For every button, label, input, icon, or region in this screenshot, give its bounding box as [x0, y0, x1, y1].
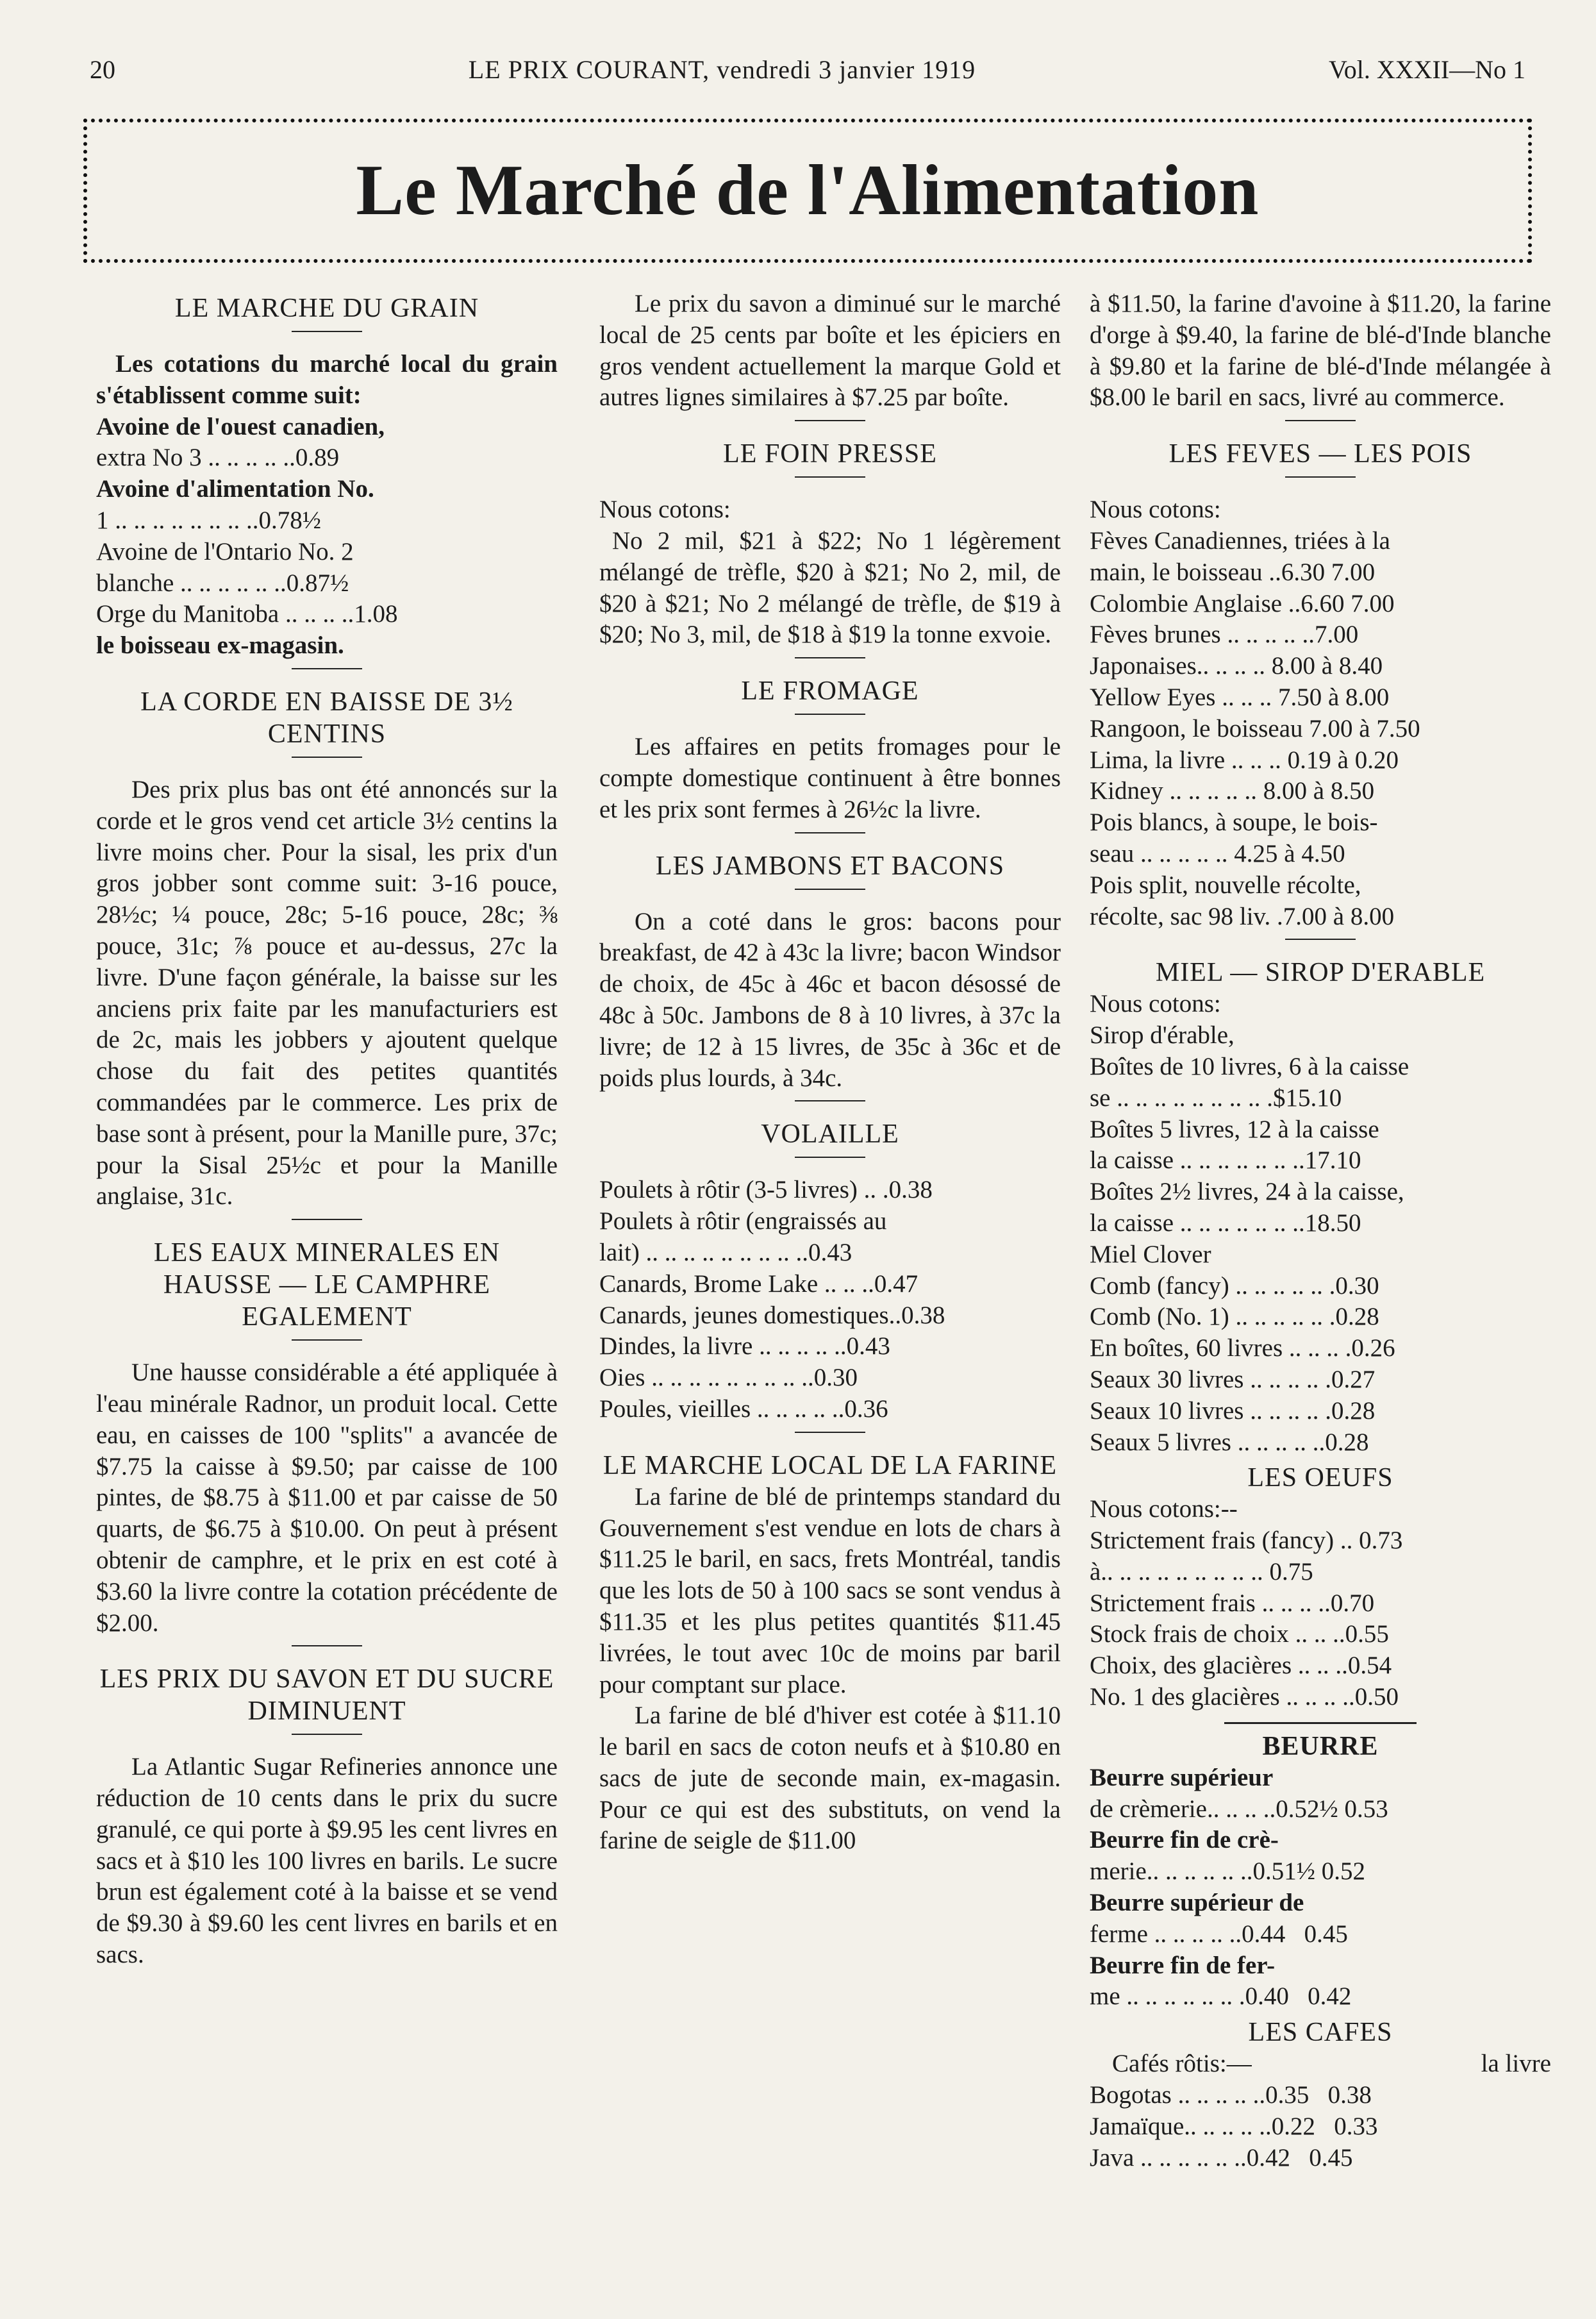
column-2 — [599, 289, 1061, 1857]
divider — [292, 331, 362, 332]
price-row: Poulets à rôtir (engraissés au — [599, 1207, 887, 1235]
price-row: Pois blancs, à soupe, le bois- — [1090, 808, 1378, 837]
price-row: Colombie Anglaise ..6.60 7.00 — [1090, 589, 1395, 617]
price-row: se .. .. .. .. .. .. .. .. .$15.10 — [1090, 1084, 1342, 1112]
divider — [795, 657, 865, 658]
miel-lead: Nous cotons: — [1090, 990, 1221, 1018]
price-row: me .. .. .. .. .. .. .0.40 0.42 — [1090, 1982, 1352, 2011]
heading-grain: LE MARCHE DU GRAIN — [174, 294, 479, 323]
grain-line: Avoine de l'ouest canadien, — [96, 412, 385, 440]
article-fromage: Les affaires en petits fromages pour le compte domestique continuent à être bonnes et les prix sont fermes à 26½c la livre. — [599, 733, 1061, 823]
price-row: de crèmerie.. .. .. ..0.52½ 0.53 — [1090, 1795, 1388, 1823]
publication-title: LE PRIX COURANT, vendredi 3 janvier 1919 — [468, 54, 976, 84]
article-foin: No 2 mil, $21 à $22; No 1 légèrement mélangé de trèfle, $20 à $21; No 2, mil, de $20 à $21; No 2 mélangé de trèfle, de $19 à $20; No 3, mil, de $18 à $19 la tonne exvoie. — [599, 526, 1061, 649]
foin-lead: Nous cotons: — [599, 496, 731, 524]
divider — [795, 1100, 865, 1101]
price-row: la caisse .. .. .. .. .. .. ..18.50 — [1090, 1209, 1361, 1237]
divider — [292, 1645, 362, 1646]
divider — [1285, 476, 1356, 478]
heading-beurre: BEURRE — [1262, 1731, 1379, 1761]
section-title: Le Marché de l'Alimentation — [356, 151, 1259, 230]
price-row: Beurre supérieur — [1090, 1763, 1274, 1791]
heading-miel: MIEL — SIROP D'ERABLE — [1155, 958, 1486, 988]
divider — [795, 420, 865, 421]
divider — [1285, 420, 1356, 421]
price-row: Canards, jeunes domestiques..0.38 — [599, 1301, 945, 1329]
article-jambons: On a coté dans le gros: bacons pour breakfast, de 42 à 43c la livre; bacon Windsor de choix, de 45c à 46c et bacon désossé de 48c à 50c. Jambons de 8 à 10 livres, à 37c la livre; de 12 à 15 livres, de 35c à 36c et de poids plus lourds, à 34c. — [599, 907, 1061, 1092]
price-row: En boîtes, 60 livres .. .. .. .0.26 — [1090, 1334, 1395, 1362]
heading-corde: LA CORDE EN BAISSE DE 3½ CENTINS — [140, 687, 513, 749]
miel-clover: Miel Clover — [1090, 1240, 1211, 1268]
grain-line: Avoine de l'Ontario No. 2 — [96, 537, 354, 565]
price-row: Oies .. .. .. .. .. .. .. .. ..0.30 — [599, 1364, 858, 1392]
price-row: Lima, la livre .. .. .. 0.19 à 0.20 — [1090, 746, 1399, 774]
divider — [795, 832, 865, 833]
article-farine-cont: à $11.50, la farine d'avoine à $11.20, la farine d'orge à $9.40, la farine de blé-d'Inde blanche à $9.80 et la farine de blé-d'Inde mélangée à $8.00 le baril en sacs, livré au commerce. — [1090, 290, 1551, 412]
price-row: Poulets à rôtir (3-5 livres) .. .0.38 — [599, 1176, 933, 1204]
cafes-unit: la livre — [1481, 2050, 1551, 2078]
miel-sub: Sirop d'érable, — [1090, 1021, 1234, 1050]
page-header — [90, 50, 1525, 88]
price-row: Seaux 10 livres .. .. .. .. .0.28 — [1090, 1396, 1376, 1425]
heading-savon-sucre: LES PRIX DU SAVON ET DU SUCRE DIMINUENT — [99, 1664, 554, 1727]
price-row: Rangoon, le boisseau 7.00 à 7.50 — [1090, 714, 1420, 742]
price-row: Java .. .. .. .. .. ..0.42 0.45 — [1090, 2143, 1353, 2172]
heading-volaille: VOLAILLE — [761, 1119, 899, 1150]
price-row: merie.. .. .. .. .. ..0.51½ 0.52 — [1090, 1857, 1366, 1886]
heading-eaux: LES EAUX MINERALES EN HAUSSE — LE CAMPHRE EGALEMENT — [153, 1238, 501, 1332]
price-row: Pois split, nouvelle récolte, — [1090, 871, 1361, 899]
page-number: 20 — [90, 54, 115, 84]
divider — [292, 1339, 362, 1341]
heading-farine: LE MARCHE LOCAL DE LA FARINE — [603, 1450, 1058, 1480]
heading-jambons: LES JAMBONS ET BACONS — [655, 851, 1005, 881]
price-row: Stock frais de choix .. .. ..0.55 — [1090, 1620, 1389, 1648]
grain-line: extra No 3 .. .. .. .. ..0.89 — [96, 444, 340, 472]
oeufs-lead: Nous cotons:-- — [1090, 1495, 1238, 1523]
article-savon: Le prix du savon a diminué sur le marché local de 25 cents par boîte et les épiciers en gros vendent actuellement la marque Gold et autres lignes similaires à $7.25 par boîte. — [599, 290, 1061, 412]
price-row: Boîtes 2½ livres, 24 à la caisse, — [1090, 1178, 1404, 1206]
volume-number: Vol. XXXII—No 1 — [1328, 54, 1525, 84]
price-row: ferme .. .. .. .. ..0.44 0.45 — [1090, 1920, 1348, 1948]
price-row: la caisse .. .. .. .. .. .. ..17.10 — [1090, 1146, 1361, 1175]
divider — [795, 476, 865, 478]
heading-cafes: LES CAFES — [1248, 2018, 1393, 2048]
cafes-lead: Cafés rôtis:— — [1112, 2050, 1252, 2078]
heading-oeufs: LES OEUFS — [1247, 1463, 1393, 1493]
grain-line: le boisseau ex-magasin. — [96, 632, 344, 660]
price-row: Strictement frais .. .. .. ..0.70 — [1090, 1589, 1375, 1617]
price-row: à.. .. .. .. .. .. .. .. .. 0.75 — [1090, 1557, 1313, 1586]
price-row: Comb (No. 1) .. .. .. .. .. .0.28 — [1090, 1303, 1379, 1331]
price-row: Seaux 30 livres .. .. .. .. .0.27 — [1090, 1365, 1376, 1393]
article-corde: Des prix plus bas ont été annoncés sur la corde et le gros vend cet article 3½ centins la livre moins cher. Pour la sisal, les prix d'un gros jobber sont comme suit: 3-16 pouce, 28½c; ¼ pouce, 28c; 5-16 pouce, 28c; ⅜ pouce, 31c; ⅞ pouce et au-dessus, 27c la livre. D'une façon générale, la baisse sur les anciens prix faite par les manufacturiers est de 2c, mais les jobbers y ajoutent quelque chose du fait des petites quantités commandées par le commerce. Les prix de base sont à présent, pour la Manille pure, 37c; pour la Sisal 25½c et pour la Manille anglaise, 31c. — [96, 775, 558, 1210]
price-row: Comb (fancy) .. .. .. .. .. .0.30 — [1090, 1271, 1379, 1300]
price-row: Boîtes de 10 livres, 6 à la caisse — [1090, 1052, 1409, 1080]
divider — [292, 1734, 362, 1735]
cafes-lead-row — [1090, 2048, 1551, 2080]
column-3 — [1090, 289, 1551, 2173]
price-row: Poules, vieilles .. .. .. .. ..0.36 — [599, 1394, 888, 1423]
grain-line: Avoine d'alimentation No. — [96, 475, 374, 503]
article-farine-p2: La farine de blé d'hiver est cotée à $11.10 le baril en sacs de coton neufs et à $10.80 en sacs de jute de seconde main, ex-magasin. Pour ce qui est des substituts, on vend la farine de seigle de $11.00 — [599, 1702, 1061, 1855]
price-row: Yellow Eyes .. .. .. 7.50 à 8.00 — [1090, 683, 1390, 711]
price-row: récolte, sac 98 liv. .7.00 à 8.00 — [1090, 902, 1395, 930]
price-row: Beurre fin de fer- — [1090, 1951, 1276, 1979]
section-banner — [83, 119, 1532, 263]
divider — [292, 757, 362, 758]
divider — [795, 889, 865, 890]
divider — [292, 1219, 362, 1220]
price-row: Jamaïque.. .. .. .. ..0.22 0.33 — [1090, 2112, 1378, 2140]
divider — [292, 668, 362, 669]
divider — [1224, 1722, 1417, 1724]
feves-lead: Nous cotons: — [1090, 496, 1221, 524]
heading-feves: LES FEVES — LES POIS — [1168, 439, 1472, 469]
price-row: Beurre supérieur de — [1090, 1889, 1304, 1917]
price-row: Dindes, la livre .. .. .. .. ..0.43 — [599, 1332, 890, 1360]
price-row: lait) .. .. .. .. .. .. .. .. ..0.43 — [599, 1238, 852, 1266]
heading-foin: LE FOIN PRESSE — [723, 439, 937, 469]
divider — [795, 714, 865, 715]
grain-intro: Les cotations du marché local du grain s'établissent comme suit: — [96, 350, 558, 409]
price-row: Japonaises.. .. .. .. 8.00 à 8.40 — [1090, 652, 1383, 680]
price-row: Seaux 5 livres .. .. .. .. ..0.28 — [1090, 1428, 1369, 1456]
price-row: Bogotas .. .. .. .. ..0.35 0.38 — [1090, 2081, 1372, 2109]
price-row: Fèves Canadiennes, triées à la — [1090, 526, 1390, 555]
divider — [795, 1157, 865, 1158]
price-row: Canards, Brome Lake .. .. ..0.47 — [599, 1269, 919, 1298]
price-row: No. 1 des glacières .. .. .. ..0.50 — [1090, 1683, 1399, 1711]
price-row: seau .. .. .. .. .. 4.25 à 4.50 — [1090, 839, 1345, 867]
divider — [1285, 939, 1356, 940]
article-savon-sucre: La Atlantic Sugar Refineries annonce une réduction de 10 cents dans le prix du sucre granulé, ce qui porte à $9.95 les cent livres en sacs et à $10 les 100 livres en barils. Le sucre brun est également coté à la baisse et se vend de $9.30 à $9.60 les cent livres en barils et en sacs. — [96, 1753, 558, 1969]
grain-line: 1 .. .. .. .. .. .. .. ..0.78½ — [96, 506, 321, 534]
article-eaux: Une hausse considérable a été appliquée à l'eau minérale Radnor, un produit local. Cette eau, en caisses de 100 "splits" a avancée de $7.75 la caisse à $9.50; par caisse de 100 pintes, de $8.75 à $11.00 et par caisse de 50 quarts, de $6.75 à $10.00. On peut à présent obtenir de camphre, et le prix en est coté à $3.60 la livre contre la cotation précédente de $2.00. — [96, 1359, 558, 1637]
price-row: Choix, des glacières .. .. ..0.54 — [1090, 1652, 1392, 1680]
grain-line: blanche .. .. .. .. .. ..0.87½ — [96, 569, 349, 597]
price-row: Kidney .. .. .. .. .. 8.00 à 8.50 — [1090, 777, 1375, 805]
article-farine-p1: La farine de blé de printemps standard du Gouvernement s'est vendue en lots de chars à $11.25 le baril, en sacs, frets Montréal, tandis que les lots de 50 à 100 sacs se sont vendus à $11.35 et les plus petites quantités $11.45 livrées, le tout avec 10c de moins par baril pour comptant sur place. — [599, 1482, 1061, 1698]
grain-line: Orge du Manitoba .. .. .. ..1.08 — [96, 600, 398, 628]
price-row: Fèves brunes .. .. .. .. ..7.00 — [1090, 621, 1359, 649]
price-row: Strictement frais (fancy) .. 0.73 — [1090, 1527, 1403, 1555]
heading-fromage: LE FROMAGE — [741, 676, 919, 707]
price-row: main, le boisseau ..6.30 7.00 — [1090, 558, 1376, 586]
price-row: Beurre fin de crè- — [1090, 1826, 1279, 1854]
divider — [795, 1432, 865, 1433]
column-1 — [96, 289, 558, 1971]
price-row: Boîtes 5 livres, 12 à la caisse — [1090, 1115, 1379, 1143]
